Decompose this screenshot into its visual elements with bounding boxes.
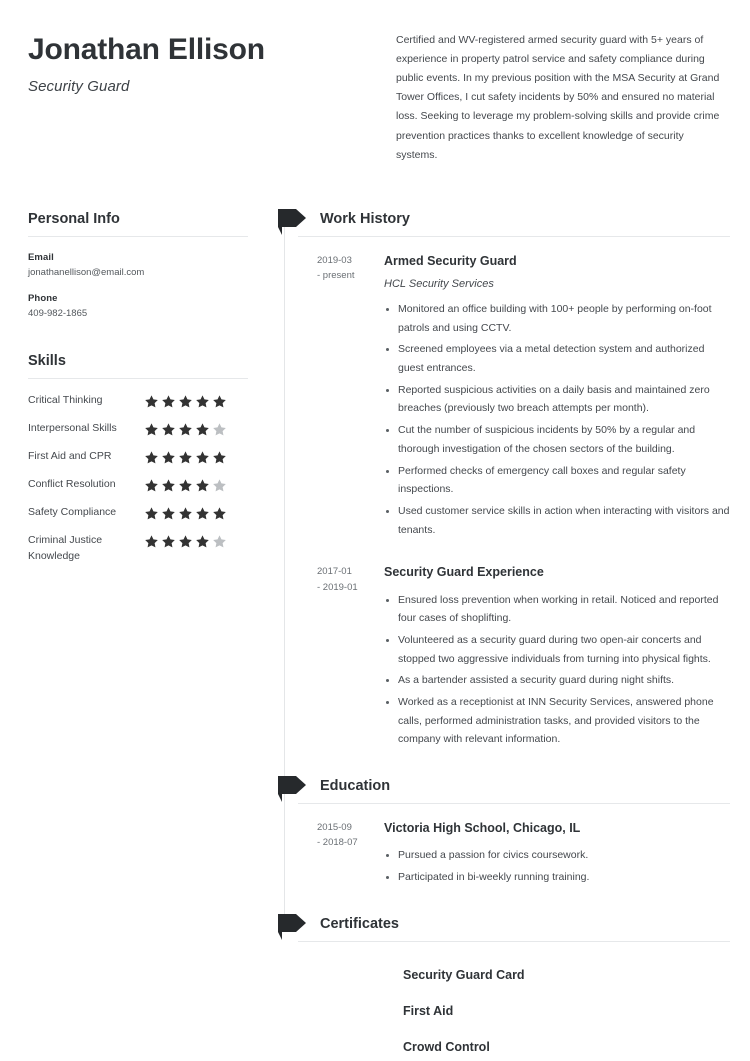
- star-filled-icon: [144, 534, 159, 549]
- star-filled-icon: [195, 534, 210, 549]
- entry-date-start: 2019-03: [317, 254, 352, 266]
- certificate-item: Security Guard Card: [403, 967, 525, 982]
- certificates-head: [298, 916, 730, 942]
- star-filled-icon: [161, 450, 176, 465]
- certificate-item: Crowd Control: [403, 1039, 490, 1054]
- list-item: As a bartender assisted a security guard during night shifts.: [384, 671, 730, 690]
- certificate-item: First Aid: [403, 1003, 454, 1018]
- resume-header: [0, 0, 750, 165]
- skill-name: Conflict Resolution: [28, 477, 116, 490]
- skill-name: Interpersonal Skills: [28, 421, 117, 434]
- certificates-title: Certificates: [320, 915, 399, 932]
- star-filled-icon: [144, 450, 159, 465]
- section-work-history: [298, 211, 730, 752]
- star-filled-icon: [212, 394, 227, 409]
- star-filled-icon: [161, 394, 176, 409]
- work-history-head: [298, 211, 730, 237]
- education-entries: [298, 804, 730, 890]
- star-filled-icon: [178, 422, 193, 437]
- list-item: Cut the number of suspicious incidents by 50% by a regular and thorough investigation of the chosen sectors of the building.: [384, 421, 730, 458]
- star-filled-icon: [144, 394, 159, 409]
- skill-rating: [144, 477, 227, 493]
- entry-date-end: - 2019-01: [317, 581, 358, 593]
- star-empty-icon: [212, 478, 227, 493]
- skill-rating: [144, 533, 227, 549]
- star-filled-icon: [144, 478, 159, 493]
- star-filled-icon: [178, 450, 193, 465]
- star-filled-icon: [161, 506, 176, 521]
- list-item: Used customer service skills in action when interacting with visitors and tenants.: [384, 502, 730, 539]
- work-history-title: Work History: [320, 210, 410, 227]
- skills-list: [28, 393, 248, 565]
- star-filled-icon: [178, 394, 193, 409]
- skill-name: First Aid and CPR: [28, 449, 112, 462]
- entry-body: [380, 253, 730, 543]
- sidebar: [28, 211, 276, 1054]
- email-label: Email: [28, 251, 54, 263]
- skill-row: [28, 449, 248, 465]
- list-item: Monitored an office building with 100+ people by performing on-foot patrols and using CCTV.: [384, 300, 730, 337]
- phone-label: Phone: [28, 292, 58, 304]
- star-filled-icon: [161, 422, 176, 437]
- main-column: [276, 211, 730, 1054]
- entry-bullet-list: [384, 846, 730, 886]
- flag-marker-icon: [276, 774, 308, 804]
- entry-date-range: [298, 564, 380, 752]
- star-filled-icon: [195, 422, 210, 437]
- star-empty-icon: [212, 422, 227, 437]
- education-title: Education: [320, 778, 391, 795]
- entry-body: [380, 564, 730, 752]
- skill-rating: [144, 449, 227, 465]
- skill-row: [28, 421, 248, 437]
- professional-summary: Certified and WV-registered armed security guard with 5+ years of experience in property patrol service and safety compliance during public events. In my previous position with the MSA Security at Grand Tower Offices, I cut safety incidents by 50% and ensured no material loss. Seeking to leverage my problem-solving skills and provide crime prevention practices thanks to excellent knowledge of security systems.: [396, 34, 720, 161]
- star-empty-icon: [212, 534, 227, 549]
- phone-value[interactable]: 409-982-1865: [28, 307, 88, 319]
- list-item: Screened employees via a metal detection system and authorized guest entrances.: [384, 340, 730, 377]
- entry-date-range: [298, 820, 380, 890]
- timeline-entry: [298, 548, 730, 752]
- star-filled-icon: [212, 450, 227, 465]
- timeline-entry: [298, 804, 730, 890]
- star-filled-icon: [195, 394, 210, 409]
- section-education: [298, 778, 730, 890]
- entry-date-end: - 2018-07: [317, 837, 358, 849]
- work-history-entries: [298, 237, 730, 752]
- section-personal-info: [28, 211, 248, 319]
- entry-date-range: [298, 253, 380, 543]
- skill-row: [28, 505, 248, 521]
- skill-row: [28, 533, 248, 565]
- star-filled-icon: [144, 422, 159, 437]
- education-head: [298, 778, 730, 804]
- skill-row: [28, 393, 248, 409]
- entry-title: Armed Security Guard: [384, 253, 517, 268]
- list-item: Pursued a passion for civics coursework.: [384, 846, 730, 865]
- list-item: Participated in bi-weekly running training.: [384, 868, 730, 887]
- contact-field-email: [28, 252, 248, 278]
- skill-rating: [144, 421, 227, 437]
- entry-organization: HCL Security Services: [384, 278, 494, 291]
- star-filled-icon: [144, 506, 159, 521]
- star-filled-icon: [195, 478, 210, 493]
- star-filled-icon: [212, 506, 227, 521]
- skill-rating: [144, 505, 227, 521]
- certificates-list: [298, 942, 730, 1054]
- list-item: Performed checks of emergency call boxes and regular safety inspections.: [384, 462, 730, 499]
- entry-bullet-list: [384, 300, 730, 539]
- email-value[interactable]: jonathanellison@email.com: [28, 266, 145, 278]
- skill-row: [28, 477, 248, 493]
- list-item: Ensured loss prevention when working in retail. Noticed and reported four cases of shoplifting.: [384, 591, 730, 628]
- skill-name: Criminal Justice Knowledge: [28, 533, 103, 562]
- contact-field-phone: [28, 293, 248, 319]
- star-filled-icon: [161, 478, 176, 493]
- page-title: Jonathan Ellison: [28, 33, 265, 66]
- resume-body: [0, 211, 750, 1054]
- entry-title: Security Guard Experience: [384, 565, 544, 580]
- entry-date-start: 2015-09: [317, 822, 352, 834]
- entry-title: Victoria High School, Chicago, IL: [384, 821, 581, 836]
- star-filled-icon: [178, 506, 193, 521]
- personal-info-heading: Personal Info: [28, 211, 248, 237]
- star-filled-icon: [195, 450, 210, 465]
- flag-marker-icon: [276, 912, 308, 942]
- entry-date-end: - present: [317, 270, 355, 282]
- list-item: Volunteered as a security guard during two open-air concerts and stopped two aggressive individuals from turning into physical fights.: [384, 631, 730, 668]
- entry-date-start: 2017-01: [317, 566, 352, 578]
- skill-name: Critical Thinking: [28, 393, 103, 406]
- entry-body: [380, 820, 730, 890]
- star-filled-icon: [161, 534, 176, 549]
- star-filled-icon: [195, 506, 210, 521]
- section-certificates: [298, 916, 730, 1054]
- header-identity: [28, 28, 388, 165]
- skills-heading: Skills: [28, 353, 248, 379]
- timeline-rule: [284, 225, 285, 914]
- star-filled-icon: [178, 534, 193, 549]
- list-item: Reported suspicious activities on a daily basis and maintained zero breaches (previously two breach attempts per month).: [384, 381, 730, 418]
- flag-marker-icon: [276, 207, 308, 237]
- list-item: Worked as a receptionist at INN Security Services, answered phone calls, performed administration tasks, and provided visitors to the company with relevant information.: [384, 693, 730, 749]
- star-filled-icon: [178, 478, 193, 493]
- timeline-entry: [298, 237, 730, 543]
- job-title-subheading: Security Guard: [28, 78, 130, 95]
- entry-bullet-list: [384, 591, 730, 750]
- header-summary-block: [388, 28, 722, 165]
- skill-name: Safety Compliance: [28, 505, 117, 518]
- skill-rating: [144, 393, 227, 409]
- section-skills: [28, 353, 248, 565]
